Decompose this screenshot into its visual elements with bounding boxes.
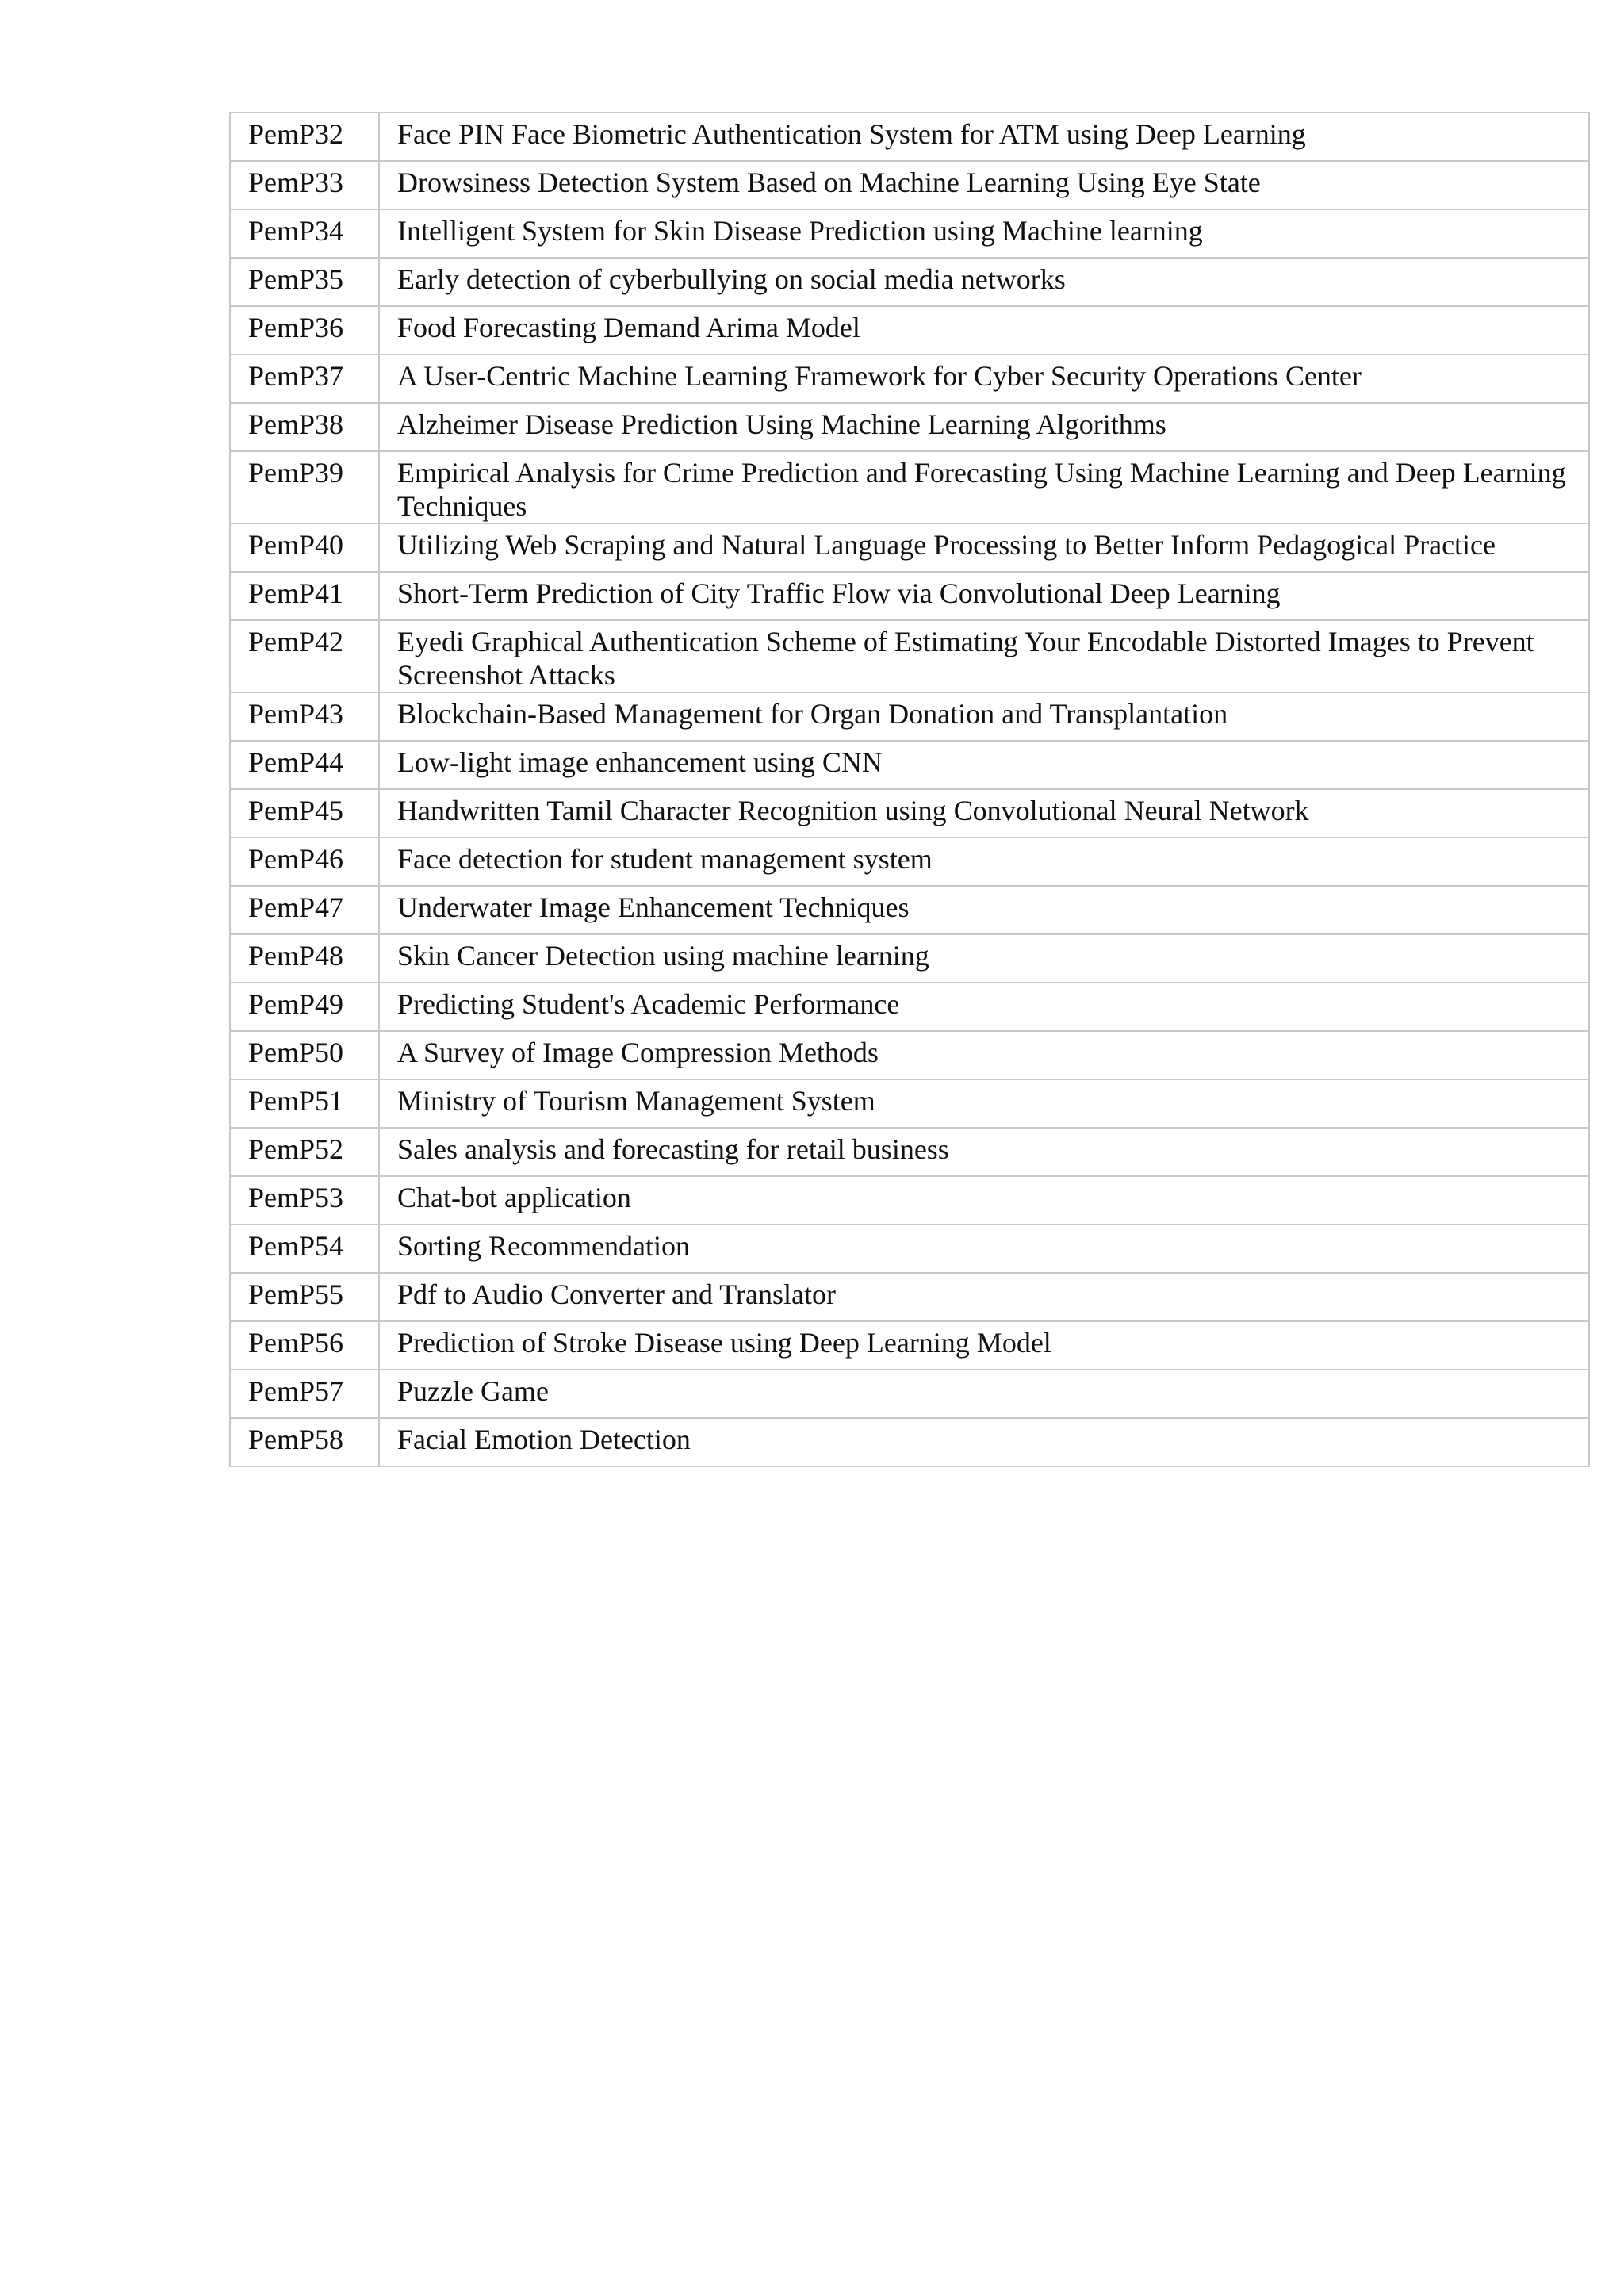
project-code: PemP39 (230, 451, 379, 523)
table-row (230, 403, 1589, 451)
table-row (230, 620, 1589, 692)
project-code: PemP45 (230, 789, 379, 838)
table-row (230, 355, 1589, 403)
table-row (230, 523, 1589, 572)
table-row (230, 1225, 1589, 1273)
project-title: Handwritten Tamil Character Recognition using Convolutional Neural Network (379, 789, 1589, 838)
project-code: PemP46 (230, 838, 379, 886)
project-code: PemP32 (230, 113, 379, 161)
table-row (230, 789, 1589, 838)
project-title: Face detection for student management system (379, 838, 1589, 886)
project-title: Chat-bot application (379, 1176, 1589, 1225)
project-title: Prediction of Stroke Disease using Deep Learning Model (379, 1321, 1589, 1370)
project-title: Sorting Recommendation (379, 1225, 1589, 1273)
project-title: Blockchain-Based Management for Organ Donation and Transplantation (379, 692, 1589, 741)
project-code: PemP34 (230, 209, 379, 258)
project-title: Intelligent System for Skin Disease Prediction using Machine learning (379, 209, 1589, 258)
project-code: PemP51 (230, 1079, 379, 1128)
project-title: Pdf to Audio Converter and Translator (379, 1273, 1589, 1321)
project-code: PemP38 (230, 403, 379, 451)
table-row (230, 1128, 1589, 1176)
project-code: PemP48 (230, 934, 379, 983)
project-title: Facial Emotion Detection (379, 1418, 1589, 1466)
project-title: Drowsiness Detection System Based on Machine Learning Using Eye State (379, 161, 1589, 209)
project-title: Puzzle Game (379, 1370, 1589, 1418)
project-title: Face PIN Face Biometric Authentication System for ATM using Deep Learning (379, 113, 1589, 161)
project-title: Underwater Image Enhancement Techniques (379, 886, 1589, 934)
project-title: Low-light image enhancement using CNN (379, 741, 1589, 789)
project-code: PemP33 (230, 161, 379, 209)
project-code: PemP47 (230, 886, 379, 934)
project-title: Utilizing Web Scraping and Natural Language Processing to Better Inform Pedagogical Practice (379, 523, 1589, 572)
table-row (230, 1176, 1589, 1225)
table-row (230, 934, 1589, 983)
project-title: Skin Cancer Detection using machine learning (379, 934, 1589, 983)
project-title: Eyedi Graphical Authentication Scheme of Estimating Your Encodable Distorted Images to Prevent Screenshot Attacks (379, 620, 1589, 692)
table-row (230, 838, 1589, 886)
table-row (230, 692, 1589, 741)
project-code: PemP57 (230, 1370, 379, 1418)
project-code: PemP41 (230, 572, 379, 620)
project-code: PemP56 (230, 1321, 379, 1370)
table-row (230, 1418, 1589, 1466)
project-title: A Survey of Image Compression Methods (379, 1031, 1589, 1079)
project-code: PemP52 (230, 1128, 379, 1176)
table-row (230, 1370, 1589, 1418)
table-row (230, 209, 1589, 258)
project-code: PemP36 (230, 306, 379, 355)
table-row (230, 983, 1589, 1031)
project-title: Empirical Analysis for Crime Prediction and Forecasting Using Machine Learning and Deep Learning Techniques (379, 451, 1589, 523)
table-row (230, 741, 1589, 789)
project-title: Sales analysis and forecasting for retail business (379, 1128, 1589, 1176)
project-code: PemP55 (230, 1273, 379, 1321)
project-code: PemP35 (230, 258, 379, 306)
table-row (230, 886, 1589, 934)
project-code: PemP53 (230, 1176, 379, 1225)
project-code: PemP49 (230, 983, 379, 1031)
table-row (230, 1273, 1589, 1321)
table-row (230, 1321, 1589, 1370)
project-code: PemP42 (230, 620, 379, 692)
table-row (230, 258, 1589, 306)
project-title: Predicting Student's Academic Performance (379, 983, 1589, 1031)
project-code: PemP40 (230, 523, 379, 572)
table-row (230, 1079, 1589, 1128)
project-code: PemP54 (230, 1225, 379, 1273)
project-title: Short-Term Prediction of City Traffic Flow via Convolutional Deep Learning (379, 572, 1589, 620)
project-title: Food Forecasting Demand Arima Model (379, 306, 1589, 355)
table-row (230, 572, 1589, 620)
project-title: Alzheimer Disease Prediction Using Machine Learning Algorithms (379, 403, 1589, 451)
project-title: A User-Centric Machine Learning Framework for Cyber Security Operations Center (379, 355, 1589, 403)
project-code: PemP43 (230, 692, 379, 741)
project-title: Ministry of Tourism Management System (379, 1079, 1589, 1128)
table-row (230, 451, 1589, 523)
project-code: PemP44 (230, 741, 379, 789)
table-row (230, 1031, 1589, 1079)
project-list-table (229, 112, 1590, 1467)
project-title: Early detection of cyberbullying on social media networks (379, 258, 1589, 306)
project-code: PemP50 (230, 1031, 379, 1079)
table-row (230, 306, 1589, 355)
project-code: PemP37 (230, 355, 379, 403)
table-row (230, 161, 1589, 209)
table-row (230, 113, 1589, 161)
project-code: PemP58 (230, 1418, 379, 1466)
